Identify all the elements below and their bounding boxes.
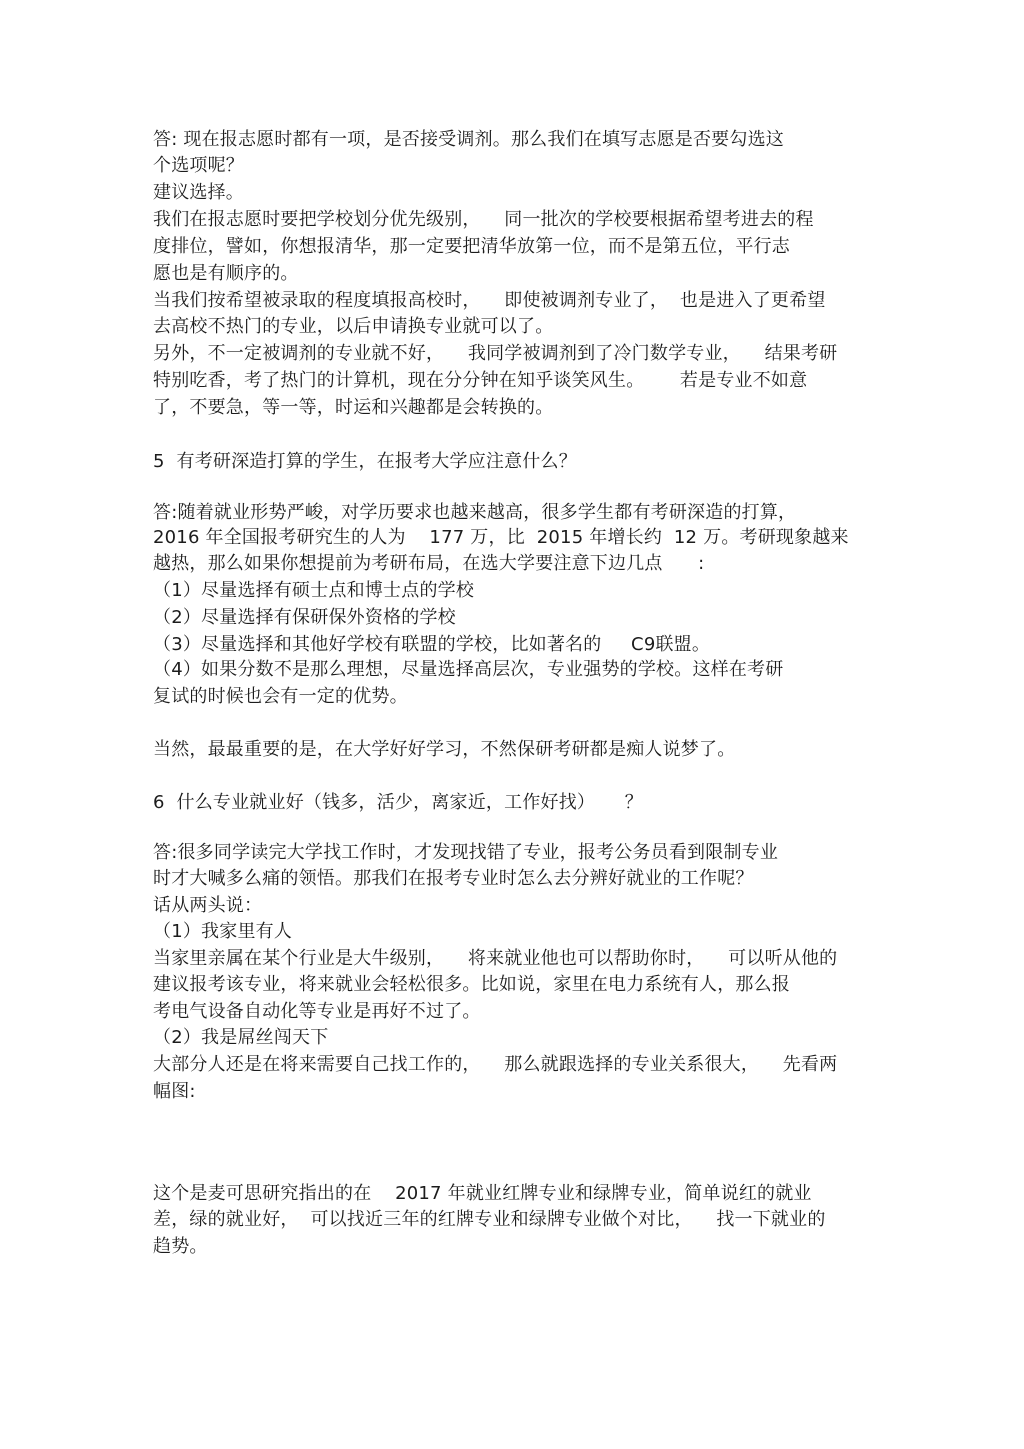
section-heading: 6 什么专业就业好（钱多，活少，离家近，工作好找） ？ xyxy=(153,792,643,813)
text-line: 大部分人还是在将来需要自己找工作的， 那么就跟选择的专业关系很大， 先看两 xyxy=(153,1054,838,1075)
text-line: 差，绿的就业好， 可以找近三年的红牌专业和绿牌专业做个对比， 找一下就业的 xyxy=(153,1209,826,1230)
text-line: 答:很多同学读完大学找工作时，才发现找错了专业，报考公务员看到限制专业 xyxy=(153,842,779,863)
text-line: 建议报考该专业，将来就业会轻松很多。比如说，家里在电力系统有人，那么报 xyxy=(153,974,790,995)
text-line: 当然，最最重要的是，在大学好好学习，不然保研考研都是痴人说梦了。 xyxy=(153,739,736,760)
text-line: 特别吃香，考了热门的计算机，现在分分钟在知乎谈笑风生。 若是专业不如意 xyxy=(153,370,808,391)
text-line: 话从两头说： xyxy=(153,895,263,916)
text-line: 我们在报志愿时要把学校划分优先级别， 同一批次的学校要根据希望考进去的程 xyxy=(153,209,814,230)
list-item: （1）尽量选择有硕士点和博士点的学校 xyxy=(153,580,475,601)
text-line: 度排位，譬如，你想报清华，那一定要把清华放第一位，而不是第五位，平行志 xyxy=(153,236,790,257)
text-line: 个选项呢？ xyxy=(153,155,244,176)
list-item: （2）我是屌丝闯天下 xyxy=(153,1027,329,1048)
text-line: 趋势。 xyxy=(153,1236,208,1257)
text-line: 时才大喊多么痛的领悟。那我们在报考专业时怎么去分辨好就业的工作呢？ xyxy=(153,868,754,889)
text-line: 当我们按希望被录取的程度填报高校时， 即使被调剂专业了， 也是进入了更希望 xyxy=(153,290,826,311)
text-line: 建议选择。 xyxy=(153,182,244,203)
text-line: 这个是麦可思研究指出的在 2017 年就业红牌专业和绿牌专业，简单说红的就业 xyxy=(153,1183,812,1204)
list-item: （1）我家里有人 xyxy=(153,921,293,942)
list-item: （2）尽量选择有保研保外资格的学校 xyxy=(153,607,456,628)
text-line: 去高校不热门的专业，以后申请换专业就可以了。 xyxy=(153,316,554,337)
list-item: （4）如果分数不是那么理想，尽量选择高层次，专业强势的学校。这样在考研 xyxy=(153,659,784,680)
text-line: 幅图: xyxy=(153,1081,196,1102)
list-item: （3）尽量选择和其他好学校有联盟的学校，比如著名的 C9联盟。 xyxy=(153,634,711,655)
text-line: 愿也是有顺序的。 xyxy=(153,263,299,284)
text-line: 复试的时候也会有一定的优势。 xyxy=(153,686,408,707)
text-line: 答: 现在报志愿时都有一项，是否接受调剂。那么我们在填写志愿是否要勾选这 xyxy=(153,129,784,150)
text-line: 2016 年全国报考研究生的人为 177 万，比 2015 年增长约 12 万。考研现象越来 xyxy=(153,527,849,548)
text-line: 考电气设备自动化等专业是再好不过了。 xyxy=(153,1001,481,1022)
text-line: 了，不要急，等一等，时运和兴趣都是会转换的。 xyxy=(153,397,554,418)
section-heading: 5 有考研深造打算的学生，在报考大学应注意什么？ xyxy=(153,451,577,472)
text-line: 答:随着就业形势严峻，对学历要求也越来越高，很多学生都有考研深造的打算， xyxy=(153,502,797,523)
text-line: 另外，不一定被调剂的专业就不好， 我同学被调剂到了冷门数学专业， 结果考研 xyxy=(153,343,838,364)
text-line: 当家里亲属在某个行业是大牛级别， 将来就业他也可以帮助你时， 可以听从他的 xyxy=(153,948,838,969)
text-line: 越热，那么如果你想提前为考研布局，在选大学要注意下边几点 : xyxy=(153,553,705,574)
